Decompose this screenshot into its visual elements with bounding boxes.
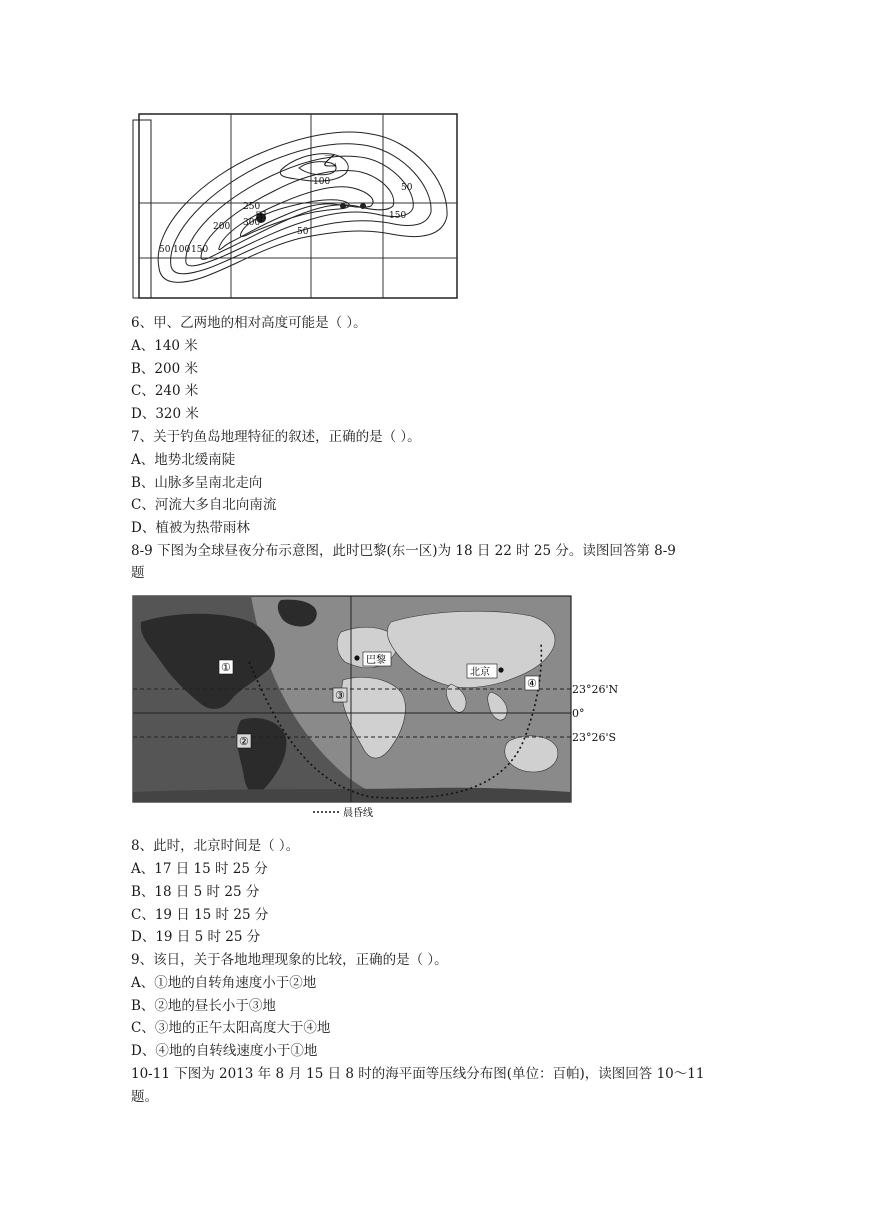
place-label-jia: 甲 [255, 210, 268, 224]
question-8-stem: 8、此时，北京时间是（ ）。 [131, 838, 300, 854]
question-7-option-a: A、地势北缓南陡 [131, 452, 236, 468]
contour-label: 50 [159, 245, 171, 255]
lat-label-north-tropic: 23°26'N [572, 683, 619, 696]
question-7-stem: 7、关于钓鱼岛地理特征的叙述，正确的是（ ）。 [131, 429, 421, 445]
question-9-option-c: C、③地的正午太阳高度大于④地 [131, 1020, 331, 1036]
question-9-option-a: A、①地的自转角速度小于②地 [131, 975, 317, 991]
question-8-option-c: C、19 日 15 时 25 分 [131, 907, 269, 923]
lat-label-south-tropic: 23°26'S [572, 731, 617, 744]
contour-map-figure [131, 108, 461, 300]
contour-label: 250 [243, 202, 261, 212]
contour-label: 100 [313, 177, 331, 187]
point-label-4: ④ [527, 677, 537, 690]
world-day-night-map [131, 592, 627, 820]
question-6-stem: 6、甲、乙两地的相对高度可能是（ ）。 [131, 315, 367, 331]
question-8-option-d: D、19 日 5 时 25 分 [131, 929, 261, 945]
intro-8-9-line2: 题 [131, 565, 145, 581]
question-8-option-b: B、18 日 5 时 25 分 [131, 884, 260, 900]
place-label-yi: 乙 [323, 154, 337, 170]
question-9-stem: 9、该日，关于各地地理现象的比较，正确的是（ ）。 [131, 952, 448, 968]
contour-label: 300 [243, 218, 261, 228]
contour-label: 150 [191, 245, 209, 255]
question-7-option-b: B、山脉多呈南北走向 [131, 475, 263, 491]
intro-10-11-line1: 10-11 下图为 2013 年 8 月 15 日 8 时的海平面等压线分布图(单位：百帕)，读图回答 10～11 [131, 1066, 705, 1082]
contour-label: 50 [401, 183, 413, 193]
legend-terminator: 晨昏线 [343, 808, 373, 819]
question-6-option-c: C、240 米 [131, 383, 199, 399]
city-label-beijing: 北京 [470, 667, 490, 678]
contour-label: 50 [297, 227, 309, 237]
question-8-option-a: A、17 日 15 时 25 分 [131, 861, 268, 877]
intro-8-9-line1: 8-9 下图为全球昼夜分布示意图，此时巴黎(东一区)为 18 日 22 时 25 分。读图回答第 8-9 [131, 543, 676, 559]
point-label-3: ③ [335, 689, 345, 702]
point-label-1: ① [221, 661, 231, 674]
city-label-paris: 巴黎 [366, 655, 386, 666]
question-7-option-d: D、植被为热带雨林 [131, 520, 250, 536]
question-9-option-b: B、②地的昼长小于③地 [131, 998, 276, 1014]
question-6-option-b: B、200 米 [131, 361, 198, 377]
intro-10-11-line2: 题。 [131, 1089, 158, 1105]
contour-label: 100 [173, 245, 191, 255]
point-label-2: ② [239, 735, 249, 748]
lat-label-equator: 0° [572, 707, 585, 720]
contour-label: 150 [389, 211, 407, 221]
question-9-option-d: D、④地的自转线速度小于①地 [131, 1043, 318, 1059]
world-map-svg [131, 592, 627, 820]
contour-map-svg [131, 108, 461, 300]
question-6-option-a: A、140 米 [131, 338, 198, 354]
question-7-option-c: C、河流大多自北向南流 [131, 497, 277, 513]
contour-label: 200 [213, 222, 231, 232]
question-6-option-d: D、320 米 [131, 406, 199, 422]
